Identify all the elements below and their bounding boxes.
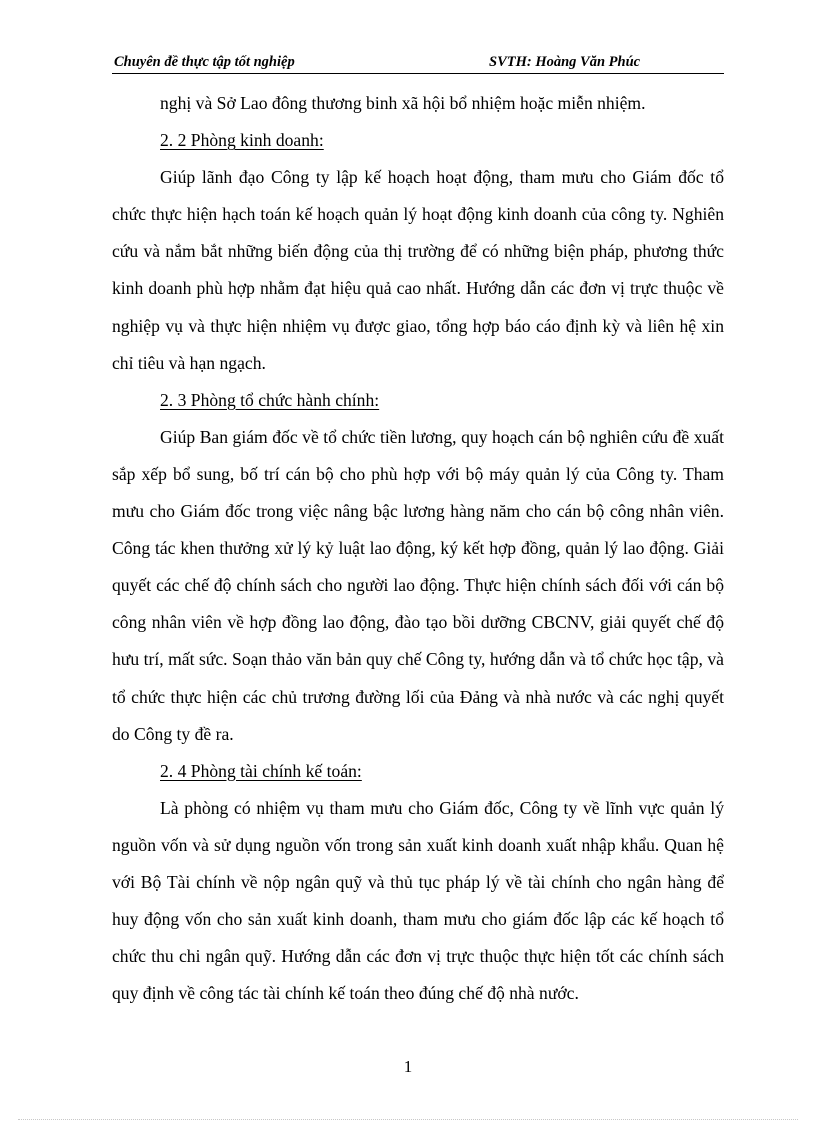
section-heading-to-chuc-hanh-chinh: [112, 382, 724, 419]
header-document-title: Chuyên đề thực tập tốt nghiệp: [114, 54, 295, 70]
section-heading-text: 2. 4 Phòng tài chính kế toán:: [160, 760, 362, 781]
section-heading-text: 2. 3 Phòng tổ chức hành chính:: [160, 389, 380, 410]
intro-paragraph: nghị và Sở Lao đông thương binh xã hội bổ nhiệm hoặc miễn nhiệm.: [160, 93, 646, 113]
section-heading-tai-chinh-ke-toan: [112, 753, 724, 790]
document-body: [112, 85, 724, 1012]
page-number: 1: [403, 1057, 413, 1076]
page-header: [112, 53, 724, 74]
header-student-name: SVTH: Hoàng Văn Phúc: [489, 54, 641, 70]
section-paragraph-tai-chinh-ke-toan: Là phòng có nhiệm vụ tham mưu cho Giám đốc, Công ty về lĩnh vực quản lý nguồn vốn và sử dụng nguồn vốn trong sản xuất kinh doanh xuất nhập khẩu. Quan hệ với Bộ Tài chính về nộp ngân quỹ và thủ tục pháp lý về tài chính cho ngân hàng để huy động vốn cho sản xuất kinh doanh, tham mưu cho giám đốc lập các kế hoạch tổ chức thu chi ngân quỹ. Hướng dẫn các đơn vị trực thuộc thực hiện tốt các chính sách quy định về công tác tài chính kế toán theo đúng chế độ nhà nước.: [112, 797, 724, 1004]
page-bottom-divider: [18, 1119, 798, 1120]
section-paragraph-to-chuc-hanh-chinh: Giúp Ban giám đốc về tổ chức tiền lương, quy hoạch cán bộ nghiên cứu đề xuất sắp xếp bổ sung, bố trí cán bộ cho phù hợp với bộ máy quản lý của Công ty. Tham mưu cho Giám đốc trong việc nâng bậc lương hàng năm cho cán bộ công nhân viên. Công tác khen thưởng xử lý kỷ luật lao động, ký kết hợp đồng, quản lý lao động. Giải quyết các chế độ chính sách cho người lao động. Thực hiện chính sách đối với cán bộ công nhân viên về hợp đồng lao động, đào tạo bồi dưỡng CBCNV, giải quyết chế độ hưu trí, mất sức. Soạn thảo văn bản quy chế Công ty, hướng dẫn và tổ chức học tập, và tổ chức thực hiện các chủ trương đường lối của Đảng và nhà nước và các nghị quyết do Công ty đề ra.: [112, 426, 724, 744]
section-paragraph-kinh-doanh: Giúp lãnh đạo Công ty lập kế hoạch hoạt động, tham mưu cho Giám đốc tổ chức thực hiện hạch toán kế hoạch quản lý hoạt động kinh doanh của công ty. Nghiên cứu và nắm bắt những biến động của thị trường để có những biện pháp, phương thức kinh doanh phù hợp nhằm đạt hiệu quả cao nhất. Hướng dẫn các đơn vị trực thuộc về nghiệp vụ và thực hiện nhiệm vụ được giao, tổng hợp báo cáo định kỳ và liên hệ xin chỉ tiêu và hạn ngạch.: [112, 167, 724, 373]
section-heading-kinh-doanh: [112, 122, 724, 159]
section-heading-text: 2. 2 Phòng kinh doanh:: [160, 130, 324, 151]
